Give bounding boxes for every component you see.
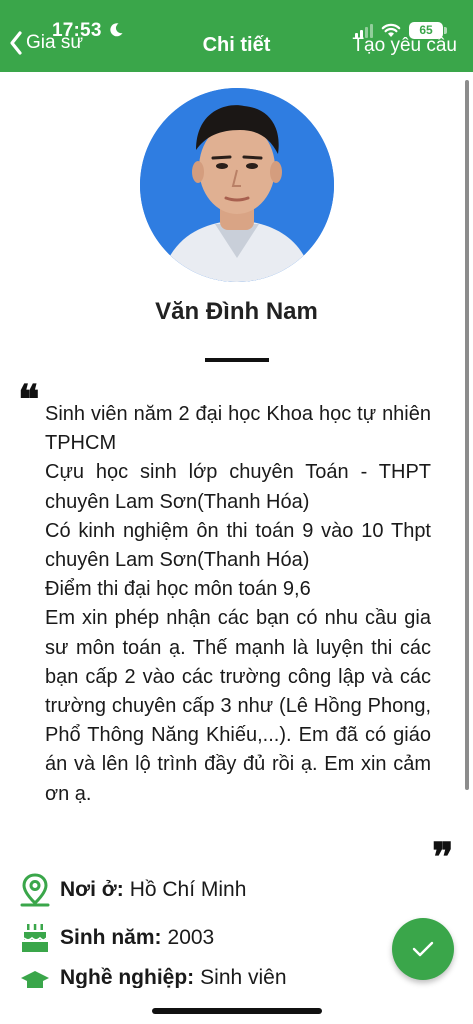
page-title: Chi tiết (202, 34, 271, 56)
back-button-label: Gia sư (26, 32, 84, 53)
bio-line: Cựu học sinh lớp chuyên Toán - THPT chuyên Lam Sơn(Thanh Hóa) (45, 461, 431, 513)
location-row (18, 873, 398, 907)
map-pin-icon (19, 873, 51, 907)
back-button[interactable] (8, 30, 83, 56)
location-label: Nơi ở: (60, 878, 124, 901)
confirm-button[interactable] (392, 918, 454, 980)
birth-year-row (18, 921, 398, 955)
create-request-button[interactable]: Tạo yêu cầu (352, 35, 457, 56)
battery-indicator: 65 (409, 22, 443, 39)
location-value: Hồ Chí Minh (129, 878, 247, 901)
close-quote-icon: ❞ (432, 834, 454, 881)
nav-header (0, 0, 473, 72)
bio-line: Có kinh nghiệm ôn thi toán 9 vào 10 Thpt chuyên Lam Sơn(Thanh Hóa) (45, 519, 431, 572)
status-time: 17:53 (52, 20, 102, 41)
checkmark-icon (412, 940, 434, 958)
occupation-row (18, 966, 398, 988)
birth-year-label: Sinh năm: (60, 926, 162, 949)
graduation-cap-icon (19, 966, 51, 988)
avatar-photo (140, 88, 334, 282)
occupation-label: Nghề nghiệp: (60, 966, 195, 988)
avatar (140, 88, 334, 282)
bio-line: Điểm thi đại học môn toán 9,6 (45, 578, 311, 601)
birthday-cake-icon (19, 921, 51, 955)
tutor-bio (45, 400, 431, 809)
chevron-left-icon (8, 30, 24, 56)
open-quote-icon: ❝ (18, 376, 40, 423)
scrollbar[interactable] (465, 80, 469, 790)
bio-line: Sinh viên năm 2 đại học Khoa học tự nhiên TPHCM (45, 403, 431, 455)
moon-icon (108, 22, 124, 38)
home-indicator[interactable] (152, 1008, 322, 1014)
occupation-value: Sinh viên (200, 966, 287, 988)
bio-line: Em xin phép nhận các bạn có nhu cầu gia sư môn toán ạ. Thế mạnh là luyện thi các bạn cấp 2 vào các trường công lập và các trường chuyên cấp 3 như (Lê Hồng Phong, Phổ Thông Năng Khiếu,...). Em đã có giáo án và lên lộ trình đầy đủ rồi ạ. Em xin cảm ơn ạ. (45, 607, 431, 805)
divider (205, 358, 269, 362)
birth-year-value: 2003 (167, 926, 215, 949)
tutor-name: Văn Đình Nam (155, 298, 318, 325)
